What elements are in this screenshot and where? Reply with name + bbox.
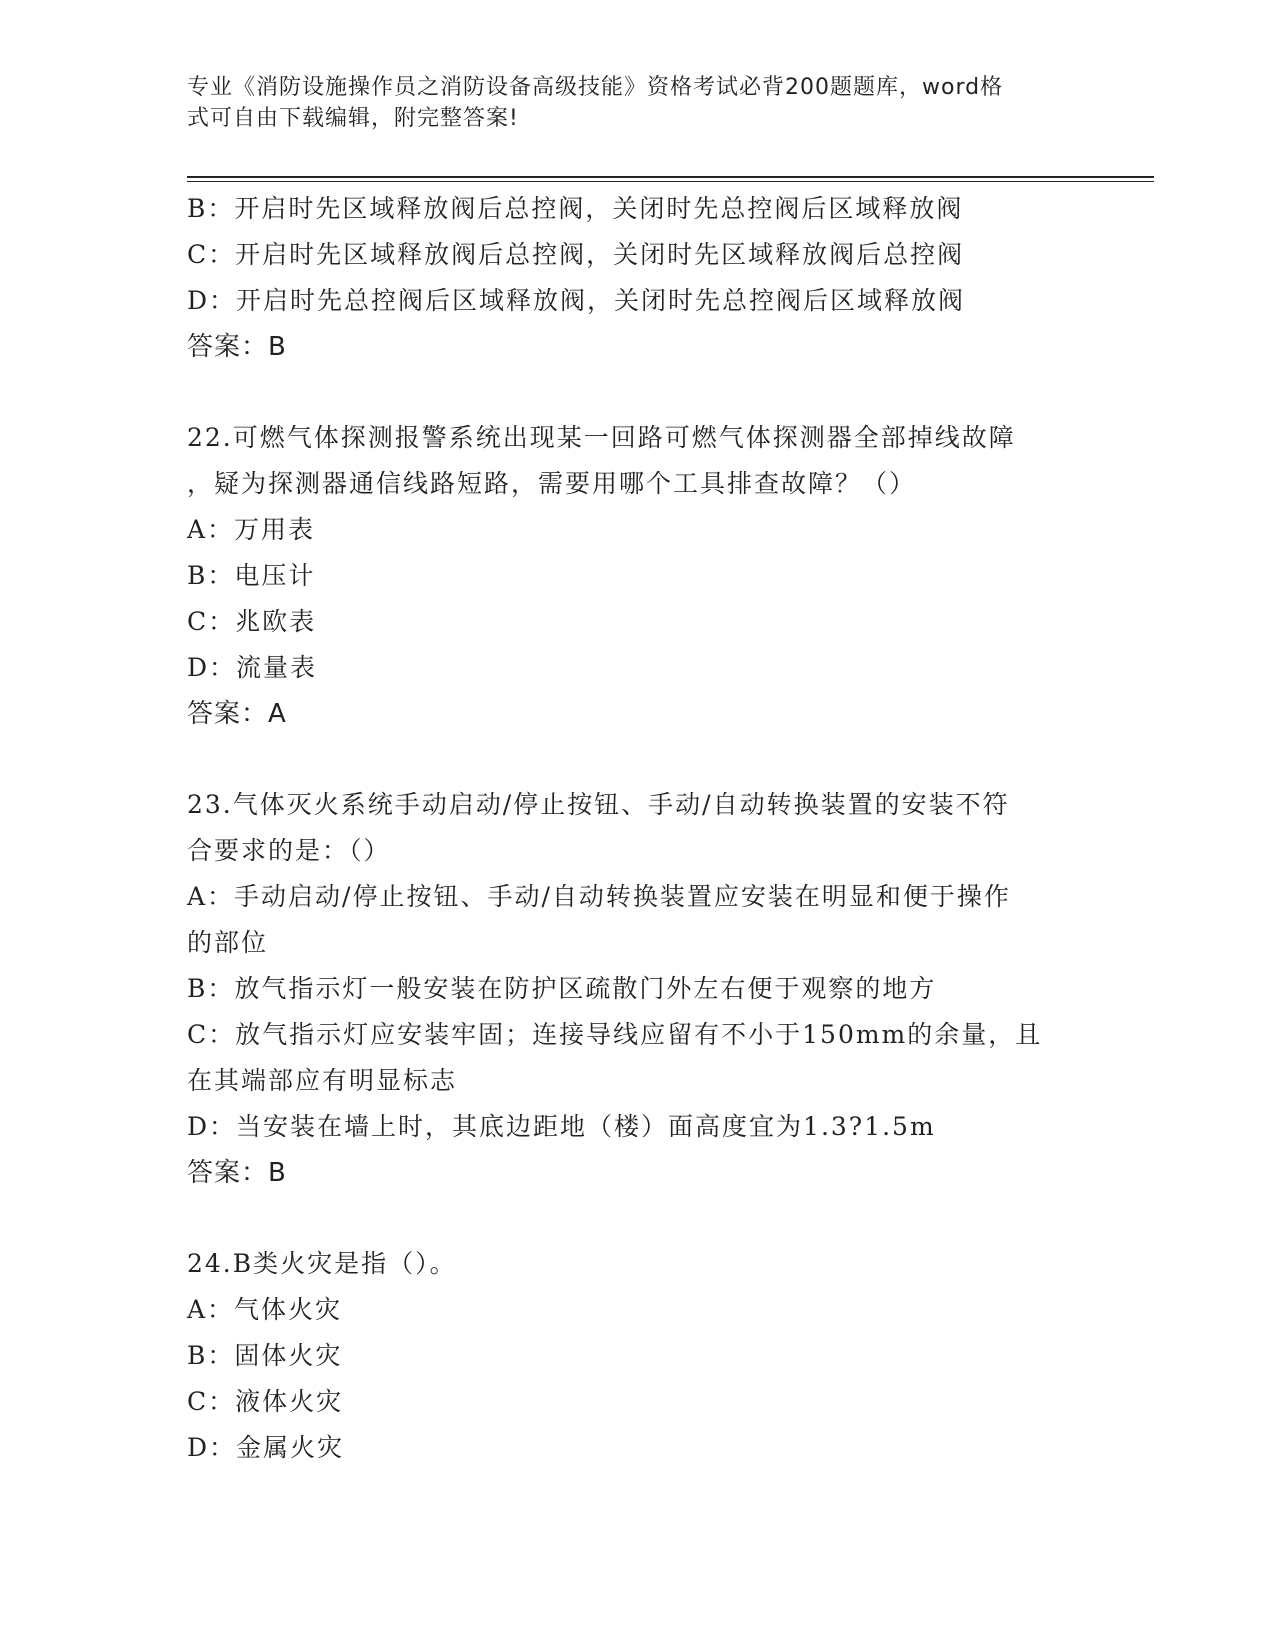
q22-stem-line-1: 22.可燃气体探测报警系统出现某一回路可燃气体探测器全部掉线故障 — [187, 423, 1016, 452]
q23-option-a-line-2: 的部位 — [187, 928, 269, 957]
q21-option-b: B：开启时先区域释放阀后总控阀，关闭时先总控阀后区域释放阀 — [187, 194, 964, 223]
q23-stem-line-2: 合要求的是：（） — [187, 836, 391, 865]
question-23 — [187, 782, 1087, 1196]
header-line-1: 专业《消防设施操作员之消防设备高级技能》资格考试必背200题题库，word格 — [187, 75, 1004, 100]
q21-option-c: C：开启时先区域释放阀后总控阀，关闭时先区域释放阀后总控阀 — [187, 240, 965, 269]
q22-option-c: C：兆欧表 — [187, 607, 317, 636]
q23-option-c-line-1: C：放气指示灯应安装牢固；连接导线应留有不小于150mm的余量，且 — [187, 1020, 1043, 1049]
q22-option-b: B：电压计 — [187, 561, 316, 590]
question-21-remainder — [187, 186, 1087, 370]
q23-option-b: B：放气指示灯一般安装在防护区疏散门外左右便于观察的地方 — [187, 974, 937, 1003]
spacer — [187, 1196, 1087, 1241]
header-rule-thick — [187, 176, 1154, 178]
q23-stem-line-1: 23.气体灭火系统手动启动/停止按钮、手动/自动转换装置的安装不符 — [187, 790, 1010, 819]
q24-option-d: D：金属火灾 — [187, 1433, 345, 1462]
q24-option-c: C：液体火灾 — [187, 1387, 344, 1416]
q22-answer: 答案：A — [187, 699, 287, 729]
q23-answer: 答案：B — [187, 1158, 287, 1188]
q22-stem-line-2: ，疑为探测器通信线路短路，需要用哪个工具排查故障？（） — [187, 469, 917, 498]
spacer — [187, 737, 1087, 782]
header-line-2: 式可自由下载编辑，附完整答案! — [187, 106, 519, 131]
q24-option-a: A：气体火灾 — [187, 1295, 343, 1324]
document-header — [187, 72, 1067, 134]
header-rule-thin — [187, 181, 1154, 182]
spacer — [187, 370, 1087, 415]
question-22 — [187, 415, 1087, 737]
q24-stem: 24.B类火灾是指（）。 — [187, 1249, 457, 1278]
q24-option-b: B：固体火灾 — [187, 1341, 343, 1370]
q23-option-a-line-1: A：手动启动/停止按钮、手动/自动转换装置应安装在明显和便于操作 — [187, 882, 1011, 911]
question-content — [187, 186, 1087, 1471]
q22-option-d: D：流量表 — [187, 653, 318, 682]
q21-answer: 答案：B — [187, 332, 287, 362]
question-24 — [187, 1241, 1087, 1471]
q21-option-d: D：开启时先总控阀后区域释放阀，关闭时先总控阀后区域释放阀 — [187, 286, 966, 315]
q23-option-c-line-2: 在其端部应有明显标志 — [187, 1066, 458, 1095]
q23-option-d: D：当安装在墙上时，其底边距地（楼）面高度宜为1.3?1.5m — [187, 1112, 936, 1141]
q22-option-a: A：万用表 — [187, 515, 316, 544]
